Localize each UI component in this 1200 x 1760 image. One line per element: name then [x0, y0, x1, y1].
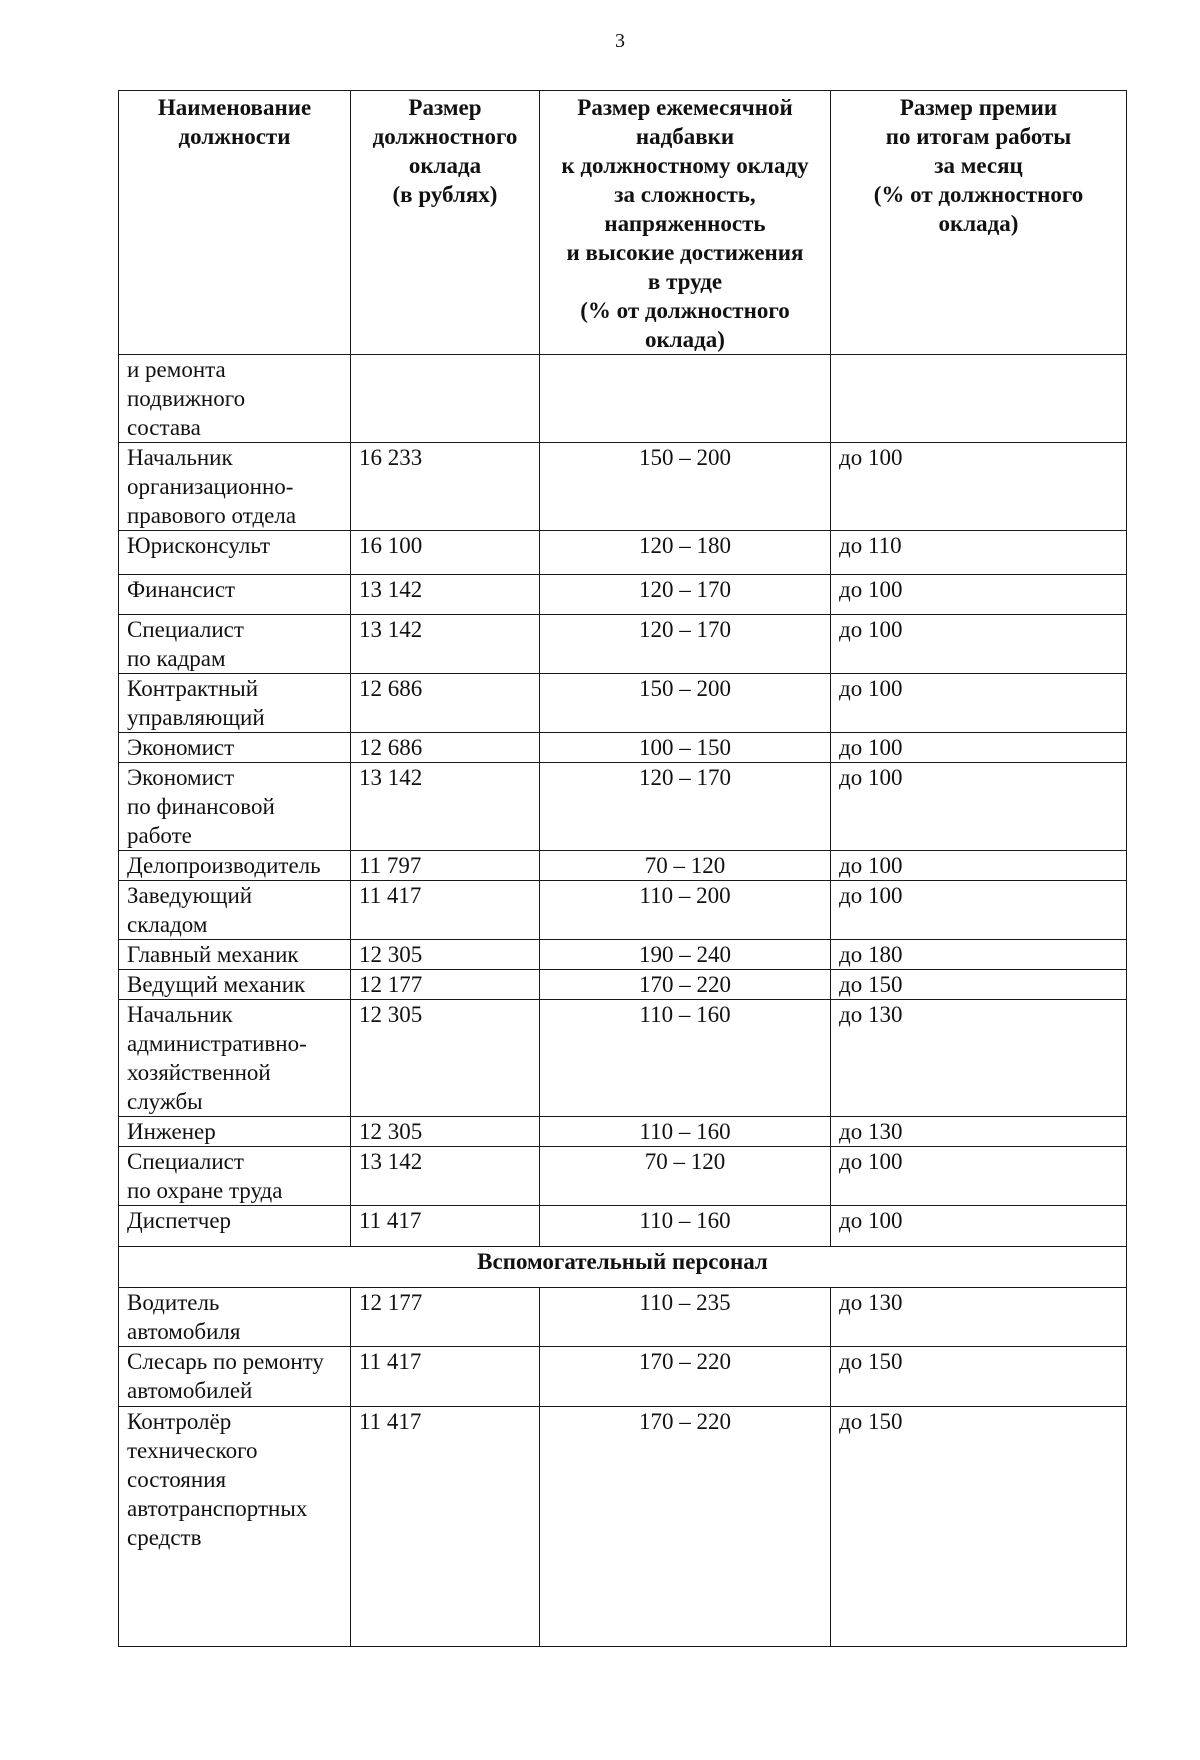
bonus-cell: до 150: [831, 1347, 1127, 1407]
table-row: [119, 940, 1127, 970]
table-row: [119, 881, 1127, 940]
table-row: [119, 674, 1127, 733]
position-cell: Главный механик: [119, 940, 351, 970]
salary-cell: 11 417: [351, 1347, 540, 1407]
position-cell: Инженер: [119, 1117, 351, 1147]
salary-cell: 13 142: [351, 615, 540, 674]
position-cell: и ремонта подвижного состава: [119, 355, 351, 443]
table-row: [119, 1288, 1127, 1347]
salary-cell: 12 305: [351, 940, 540, 970]
salary-cell: 12 305: [351, 1117, 540, 1147]
allowance-cell: 120 – 170: [540, 763, 831, 851]
table-row: [119, 1407, 1127, 1647]
header-position: Наименование должности: [119, 91, 351, 355]
bonus-cell: до 100: [831, 881, 1127, 940]
salary-cell: 12 305: [351, 1000, 540, 1117]
bonus-cell: до 180: [831, 940, 1127, 970]
bonus-cell: до 100: [831, 1147, 1127, 1206]
allowance-cell: 150 – 200: [540, 674, 831, 733]
salary-cell: 11 797: [351, 851, 540, 881]
position-cell: Контролёр технического состояния автотранспортных средств: [119, 1407, 351, 1647]
salary-cell: 13 142: [351, 1147, 540, 1206]
salary-cell: 11 417: [351, 881, 540, 940]
salary-cell: 16 233: [351, 443, 540, 531]
position-cell: Заведующий складом: [119, 881, 351, 940]
allowance-cell: 190 – 240: [540, 940, 831, 970]
bonus-cell: до 130: [831, 1117, 1127, 1147]
salary-cell: [351, 355, 540, 443]
salary-cell: 12 686: [351, 733, 540, 763]
allowance-cell: 170 – 220: [540, 970, 831, 1000]
allowance-cell: 110 – 160: [540, 1117, 831, 1147]
header-bonus: Размер премии по итогам работы за месяц (% от должностного оклада): [831, 91, 1127, 355]
bonus-cell: до 130: [831, 1000, 1127, 1117]
allowance-cell: 100 – 150: [540, 733, 831, 763]
position-cell: Водитель автомобиля: [119, 1288, 351, 1347]
table-row: [119, 443, 1127, 531]
salary-table: [118, 90, 1127, 1647]
header-allowance: Размер ежемесячной надбавки к должностному окладу за сложность, напряженность и высокие достижения в труде (% от должностного оклада): [540, 91, 831, 355]
allowance-cell: 110 – 160: [540, 1206, 831, 1247]
salary-cell: 16 100: [351, 531, 540, 575]
bonus-cell: до 100: [831, 615, 1127, 674]
position-cell: Диспетчер: [119, 1206, 351, 1247]
table-row: [119, 575, 1127, 615]
allowance-cell: 120 – 180: [540, 531, 831, 575]
bonus-cell: до 100: [831, 575, 1127, 615]
allowance-cell: 110 – 160: [540, 1000, 831, 1117]
bonus-cell: до 150: [831, 1407, 1127, 1647]
position-cell: Ведущий механик: [119, 970, 351, 1000]
position-cell: Экономист по финансовой работе: [119, 763, 351, 851]
allowance-cell: 120 – 170: [540, 615, 831, 674]
table-row: [119, 851, 1127, 881]
bonus-cell: до 130: [831, 1288, 1127, 1347]
table-row: [119, 763, 1127, 851]
allowance-cell: 70 – 120: [540, 1147, 831, 1206]
section-title: Вспомогательный персонал: [119, 1247, 1127, 1288]
position-cell: Экономист: [119, 733, 351, 763]
bonus-cell: до 100: [831, 851, 1127, 881]
position-cell: Специалист по кадрам: [119, 615, 351, 674]
allowance-cell: 110 – 235: [540, 1288, 831, 1347]
table-row: [119, 1147, 1127, 1206]
bonus-cell: до 100: [831, 1206, 1127, 1247]
position-cell: Начальник административно- хозяйственной службы: [119, 1000, 351, 1117]
allowance-cell: 170 – 220: [540, 1347, 831, 1407]
section-row: [119, 1247, 1127, 1288]
salary-cell: 13 142: [351, 763, 540, 851]
salary-cell: 11 417: [351, 1206, 540, 1247]
position-cell: Финансист: [119, 575, 351, 615]
table-header-row: [119, 91, 1127, 355]
bonus-cell: до 100: [831, 733, 1127, 763]
table-row: [119, 970, 1127, 1000]
table-row: [119, 1000, 1127, 1117]
position-cell: Слесарь по ремонту автомобилей: [119, 1347, 351, 1407]
table-body: [119, 355, 1127, 1647]
table-row: [119, 355, 1127, 443]
position-cell: Специалист по охране труда: [119, 1147, 351, 1206]
allowance-cell: 170 – 220: [540, 1407, 831, 1647]
position-cell: Юрисконсульт: [119, 531, 351, 575]
bonus-cell: до 100: [831, 674, 1127, 733]
table-row: [119, 1117, 1127, 1147]
header-salary: Размер должностного оклада (в рублях): [351, 91, 540, 355]
bonus-cell: до 110: [831, 531, 1127, 575]
bonus-cell: до 100: [831, 443, 1127, 531]
allowance-cell: 150 – 200: [540, 443, 831, 531]
salary-cell: 12 177: [351, 970, 540, 1000]
table-row: [119, 1347, 1127, 1407]
position-cell: Делопроизводитель: [119, 851, 351, 881]
salary-cell: 11 417: [351, 1407, 540, 1647]
bonus-cell: до 150: [831, 970, 1127, 1000]
salary-cell: 12 177: [351, 1288, 540, 1347]
position-cell: Начальник организационно- правового отдела: [119, 443, 351, 531]
table-row: [119, 733, 1127, 763]
salary-cell: 13 142: [351, 575, 540, 615]
allowance-cell: 110 – 200: [540, 881, 831, 940]
salary-cell: 12 686: [351, 674, 540, 733]
position-cell: Контрактный управляющий: [119, 674, 351, 733]
page-number: 3: [615, 30, 625, 52]
table-row: [119, 531, 1127, 575]
bonus-cell: [831, 355, 1127, 443]
allowance-cell: 120 – 170: [540, 575, 831, 615]
bonus-cell: до 100: [831, 763, 1127, 851]
allowance-cell: 70 – 120: [540, 851, 831, 881]
allowance-cell: [540, 355, 831, 443]
table-row: [119, 615, 1127, 674]
table-row: [119, 1206, 1127, 1247]
